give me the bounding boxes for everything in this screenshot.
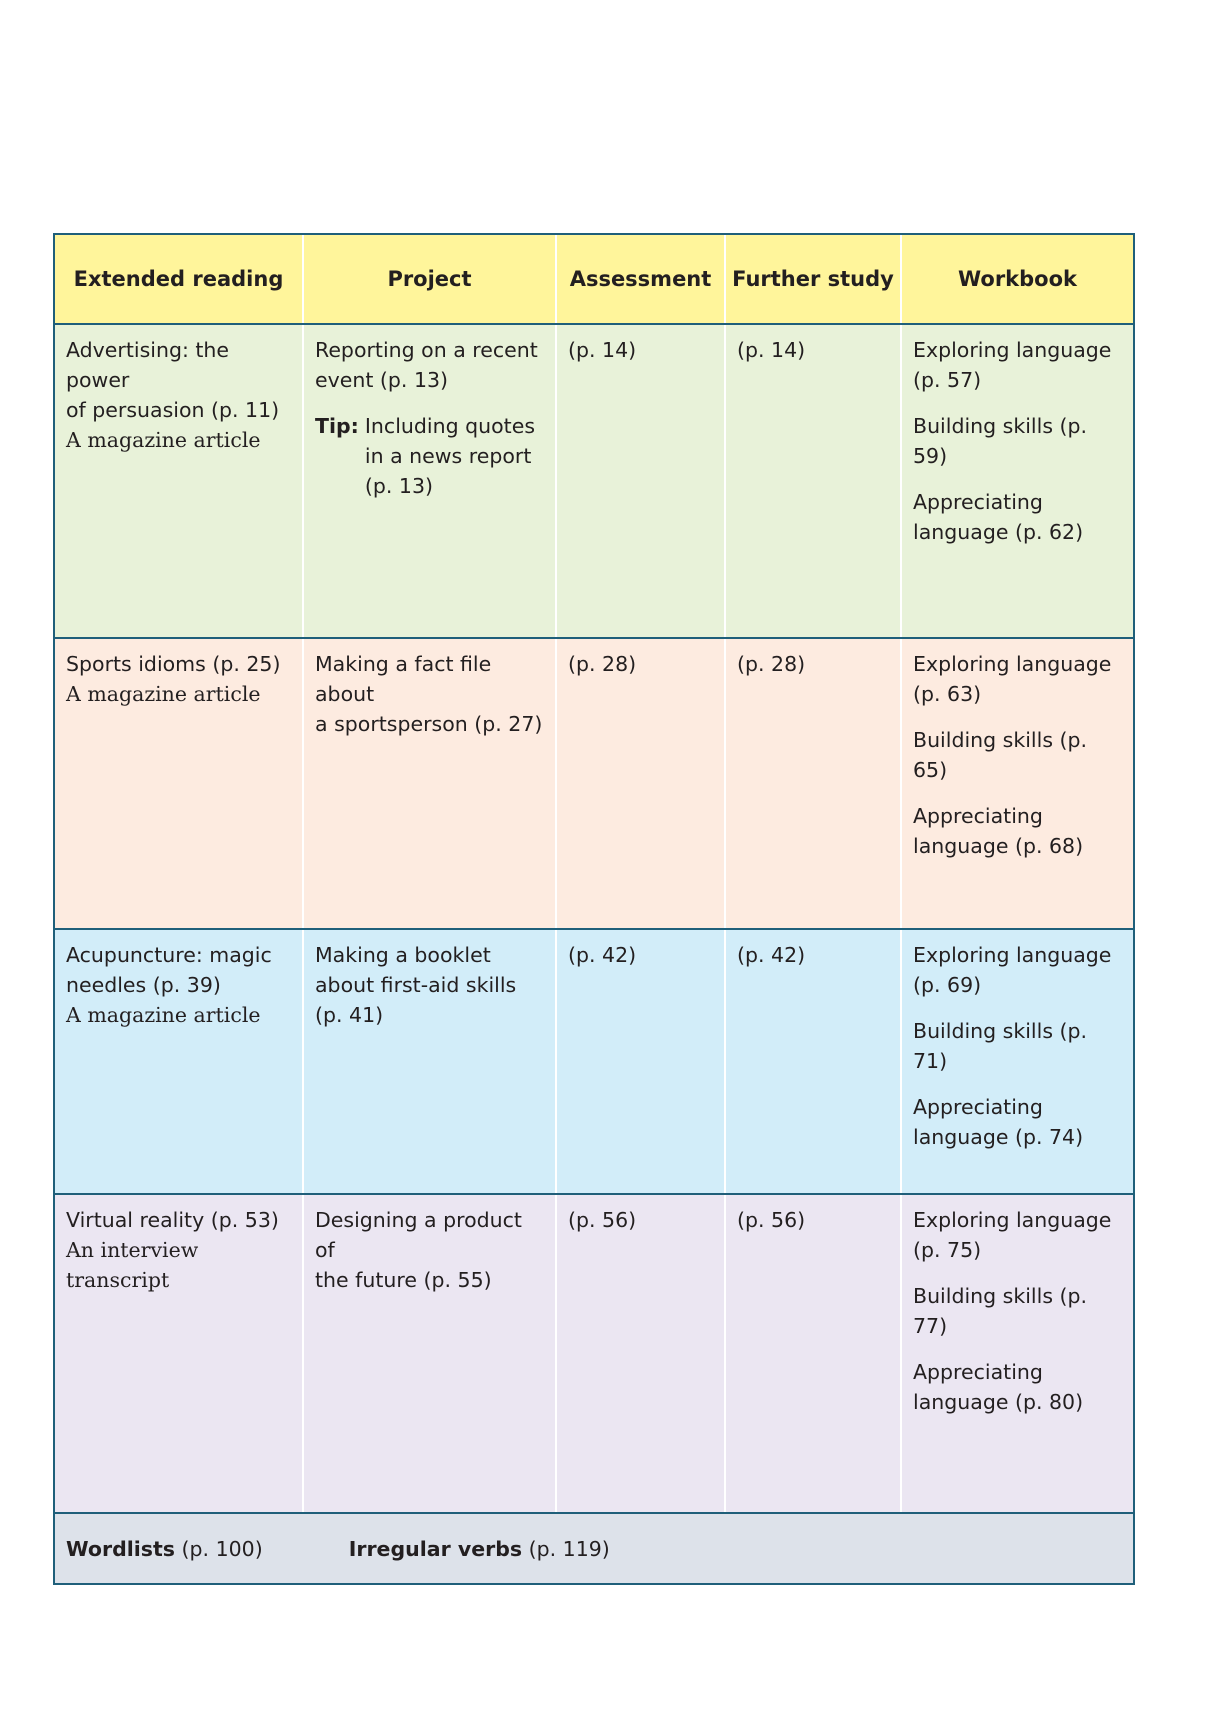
project-line: Reporting on a recent <box>315 338 538 362</box>
reading-title-line: Acupuncture: magic <box>66 943 272 967</box>
project-line: event (p. 13) <box>315 368 449 392</box>
table-footer <box>55 1514 1133 1583</box>
workbook-exploring: Exploring language <box>913 652 1112 676</box>
extended-reading-cell <box>55 930 304 1193</box>
assessment-cell: (p. 14) <box>557 325 726 637</box>
extended-reading-cell <box>55 325 304 637</box>
header-further-study: Further study <box>726 235 902 323</box>
wordlists-entry <box>66 1537 263 1561</box>
further-study-cell: (p. 56) <box>726 1195 902 1512</box>
wordlists-page: (p. 100) <box>175 1536 263 1561</box>
assessment-cell: (p. 56) <box>557 1195 726 1512</box>
contents-table <box>53 233 1135 1585</box>
workbook-cell <box>902 930 1133 1193</box>
reading-title-line: of persuasion (p. 11) <box>66 398 280 422</box>
reading-genre: A magazine article <box>66 682 261 706</box>
workbook-appreciating-page: language (p. 62) <box>913 520 1084 544</box>
reading-title-line: Virtual reality (p. 53) <box>66 1208 279 1232</box>
reading-genre: A magazine article <box>66 428 261 452</box>
workbook-appreciating: Appreciating <box>913 1360 1043 1384</box>
irregular-verbs-label: Irregular verbs <box>348 1536 523 1561</box>
project-cell <box>304 1195 557 1512</box>
workbook-building: Building skills (p. 77) <box>913 1284 1088 1338</box>
project-cell <box>304 325 557 637</box>
reading-title-line: Sports idioms (p. 25) <box>66 652 281 676</box>
project-line: Making a booklet <box>315 943 491 967</box>
wordlists-label: Wordlists <box>66 1536 176 1561</box>
workbook-exploring: Exploring language <box>913 943 1112 967</box>
reading-title-line: Advertising: the power <box>66 338 230 392</box>
assessment-cell: (p. 42) <box>557 930 726 1193</box>
tip-line: in a news report <box>364 444 532 468</box>
irregular-verbs-entry <box>349 1537 610 1561</box>
further-study-cell: (p. 42) <box>726 930 902 1193</box>
reading-genre: An interview <box>66 1238 199 1262</box>
table-row <box>55 639 1133 930</box>
reading-genre: transcript <box>66 1268 170 1292</box>
project-line: a sportsperson (p. 27) <box>315 712 543 736</box>
workbook-exploring: Exploring language <box>913 1208 1112 1232</box>
workbook-appreciating-page: language (p. 80) <box>913 1390 1084 1414</box>
workbook-building: Building skills (p. 71) <box>913 1019 1088 1073</box>
project-line: the future (p. 55) <box>315 1268 492 1292</box>
workbook-appreciating-page: language (p. 74) <box>913 1125 1084 1149</box>
project-cell <box>304 930 557 1193</box>
workbook-exploring-page: (p. 75) <box>913 1238 982 1262</box>
assessment-cell: (p. 28) <box>557 639 726 928</box>
reading-title-line: needles (p. 39) <box>66 973 221 997</box>
extended-reading-cell <box>55 639 304 928</box>
header-extended-reading: Extended reading <box>55 235 304 323</box>
workbook-cell <box>902 1195 1133 1512</box>
table-row <box>55 930 1133 1195</box>
extended-reading-cell <box>55 1195 304 1512</box>
project-line: (p. 41) <box>315 1003 384 1027</box>
workbook-exploring-page: (p. 63) <box>913 682 982 706</box>
workbook-building: Building skills (p. 65) <box>913 728 1088 782</box>
further-study-cell: (p. 14) <box>726 325 902 637</box>
table-header <box>55 235 1133 325</box>
workbook-appreciating: Appreciating <box>913 490 1043 514</box>
tip-line: Including quotes <box>364 414 535 438</box>
workbook-building: Building skills (p. 59) <box>913 414 1088 468</box>
project-line: Designing a product of <box>315 1208 522 1262</box>
tip-label: Tip: <box>315 414 359 438</box>
workbook-exploring-page: (p. 69) <box>913 973 982 997</box>
further-study-cell: (p. 28) <box>726 639 902 928</box>
workbook-cell <box>902 639 1133 928</box>
reading-genre: A magazine article <box>66 1003 261 1027</box>
workbook-exploring-page: (p. 57) <box>913 368 982 392</box>
header-project: Project <box>304 235 557 323</box>
header-workbook: Workbook <box>957 267 1078 291</box>
tip-line: (p. 13) <box>364 474 434 498</box>
irregular-verbs-page: (p. 119) <box>522 1536 610 1561</box>
workbook-exploring: Exploring language <box>913 338 1112 362</box>
header-assessment: Assessment <box>557 235 726 323</box>
workbook-appreciating-page: language (p. 68) <box>913 834 1084 858</box>
project-line: Making a fact file about <box>315 652 492 706</box>
workbook-appreciating: Appreciating <box>913 804 1043 828</box>
tip-text <box>365 411 535 501</box>
project-cell <box>304 639 557 928</box>
table-row <box>55 1195 1133 1514</box>
workbook-appreciating: Appreciating <box>913 1095 1043 1119</box>
project-line: about first-aid skills <box>315 973 517 997</box>
table-row <box>55 325 1133 639</box>
workbook-cell <box>902 325 1133 637</box>
project-tip <box>315 411 545 501</box>
